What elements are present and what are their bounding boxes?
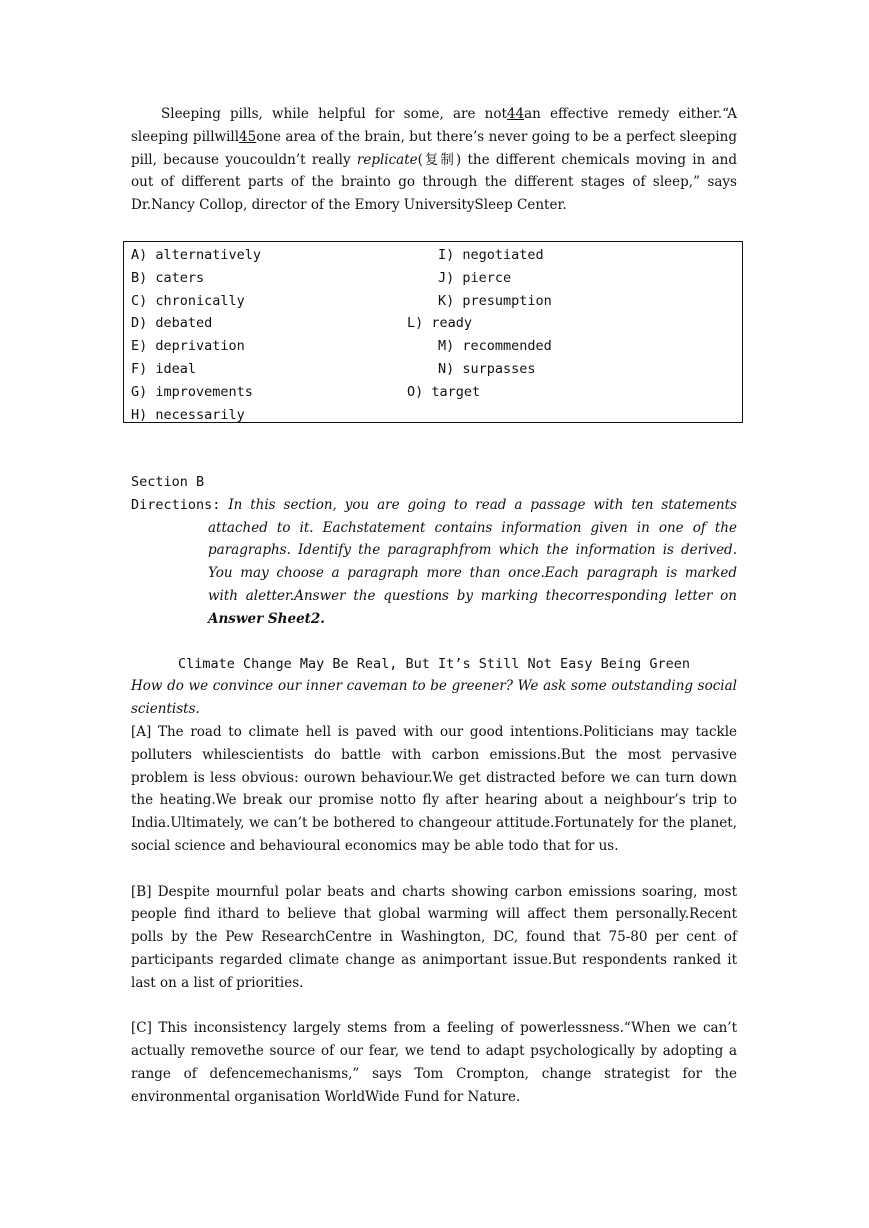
paragraph-gap [131,995,737,1018]
word-option: J) pierce [438,269,512,286]
directions-text [208,497,737,627]
passage-block [131,103,737,217]
word-bank [123,241,743,423]
blank-44: 44 [506,106,525,122]
word-option: B) caters [131,269,205,286]
replicate-term: replicate [356,151,418,168]
section-title: Section B [131,474,205,490]
article-paragraph-b: [B] Despite mournful polar beats and charts showing carbon emissions soaring, most people find ithard to believe that global warming will affect them personally.Recent polls by the Pew ResearchCentre in Washington, DC, found that 75-80 per cent of participants regarded climate change as animportant issue.But respondents ranked it last on a list of priorities. [131,883,737,991]
word-option: O) target [407,383,481,400]
word-option: L) ready [407,315,473,332]
passage-text: (复制) the different chemicals moving in and out of different parts of the brainto go through the different stages of sleep,” says Dr.Nancy Collop, director of the Emory UniversitySleep Center. [131,151,738,214]
directions-text-span: In this section, you are going to read a passage with ten statements attached to it. Eachstatement contains information given in one of the paragraphs. Identify the paragraphfrom which the information is derived. You may choose a paragraph more than once.Each paragraph is marked with aletter.Answer the questions by marking thecorresponding letter on [208,496,737,604]
word-option: H) necessarily [131,406,245,423]
article-title: Climate Change May Be Real, But It’s Still Not Easy Being Green [177,655,691,672]
word-bank-right-column [407,244,552,404]
word-option: A) alternatively [131,247,262,263]
blank-45: 45 [239,128,257,145]
directions-label: Directions: [131,496,221,513]
word-option: M) recommended [438,338,552,355]
passage-text: Sleeping pills, while helpful for some, are not [161,106,507,122]
answer-sheet-ref: Answer Sheet2. [208,610,325,627]
word-option: C) chronically [131,292,245,309]
article-paragraph-a: [A] The road to climate hell is paved with our good intentions.Politicians may tackle polluters whilescientists do battle with carbon emissions.But the most pervasive problem is less obvious: ourown behaviour.We get distracted before we can turn down the heating.We break our promise notto fly after hearing about a neighbour’s trip to India.Ultimately, we can’t be bothered to changeour attitude.Fortunately for the planet, social science and behavioural economics may be able todo that for us. [131,723,737,854]
article-subtitle [131,675,737,721]
passage-text: an effective remedy either.“A sleeping pillwill [131,106,737,145]
word-option: G) improvements [131,383,253,400]
article-paragraph-c: [C] This inconsistency largely stems from a feeling of powerlessness.“When we can’t actually removethe source of our fear, we tend to adapt psychologically by adopting a range of defencemechanisms,” says Tom Crompton, change strategist for the environmental organisation WorldWide Fund for Nature. [131,1020,737,1105]
word-option: D) debated [131,315,213,332]
word-option: E) deprivation [131,338,245,355]
word-option: I) negotiated [438,247,544,263]
passage-text: one area of the brain, but there’s never going to be a perfect sleeping pill, because youcouldn’t really [131,128,737,168]
word-option: F) ideal [131,360,197,377]
directions [131,494,737,631]
word-option: N) surpasses [438,360,536,377]
article-subtitle-text: How do we convince our inner caveman to be greener? We ask some outstanding social scientists. [131,678,737,718]
word-bank-left-column [131,244,261,426]
passage-paragraph [131,103,737,217]
word-option: K) presumption [438,292,552,309]
directions-body [208,497,737,627]
paragraph-gap [131,858,737,881]
section-b [131,471,737,1109]
